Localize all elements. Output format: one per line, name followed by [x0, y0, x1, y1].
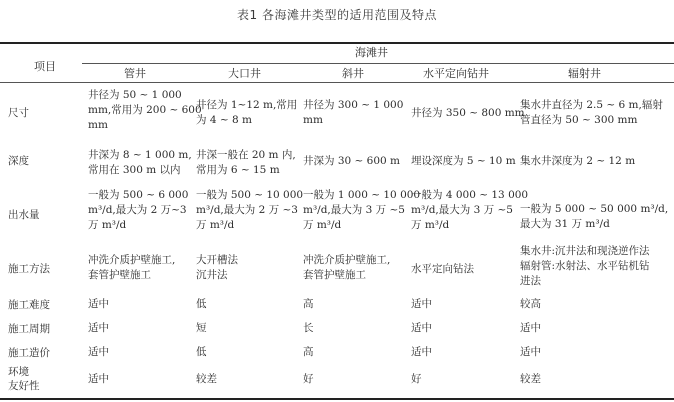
table-cell: 高 [303, 346, 314, 358]
table-cell: 好 [411, 373, 422, 385]
header-type-slant-well: 斜井 [342, 67, 364, 80]
table-cell: 集水井:沉井法和现浇逆作法 辐射管:水射法、水平钻机钻 进法 [520, 245, 650, 287]
table-cell: 适中 [520, 346, 541, 358]
table-cell: 水平定向钻法 [411, 263, 474, 275]
table-cell: 低 [196, 298, 207, 310]
table-cell: 适中 [411, 298, 432, 310]
row-label-duration: 施工周期 [8, 323, 50, 335]
header-type-hdd-well: 水平定向钻井 [423, 67, 489, 80]
table-cell: 冲洗介质护壁施工, 套管护壁施工 [88, 254, 176, 281]
table-cell: 集水井直径为 2.5 ~ 6 m,辐射 管直径为 50 ~ 300 mm [520, 99, 663, 126]
table-cell: 长 [303, 322, 314, 334]
table-cell: 井深为 8 ~ 1 000 m, 常用在 300 m 以内 [88, 149, 192, 176]
table-cell: 井径为 300 ~ 1 000 mm [303, 99, 404, 126]
row-label-construction-method: 施工方法 [8, 263, 50, 275]
row-label-environmental-friendliness: 环境 友好性 [8, 366, 40, 392]
table-cell: 一般为 4 000 ~ 13 000 m³/d,最大为 3 万 ~5 万 m³/d [411, 189, 529, 231]
group-header-underline [82, 63, 674, 64]
header-type-radial-well: 辐射井 [568, 67, 601, 80]
table-cell: 井径为 350 ~ 800 mm [411, 107, 525, 119]
table-cell: 一般为 500 ~ 6 000 m³/d,最大为 2 万~3 万 m³/d [88, 189, 189, 231]
table-cell: 适中 [411, 322, 432, 334]
table-top-rule [0, 42, 674, 44]
table-cell: 冲洗介质护壁施工, 套管护壁施工 [303, 254, 391, 281]
row-label-difficulty: 施工难度 [8, 299, 50, 311]
table-cell: 适中 [411, 346, 432, 358]
table-cell: 好 [303, 373, 314, 385]
row-label-water-yield: 出水量 [8, 209, 40, 221]
header-item: 项目 [34, 60, 56, 73]
row-label-depth: 深度 [8, 155, 29, 167]
table-cell: 低 [196, 346, 207, 358]
table-cell: 高 [303, 298, 314, 310]
table-bottom-rule [0, 398, 674, 400]
table-cell: 较差 [196, 373, 217, 385]
header-type-tube-well: 管井 [124, 67, 146, 80]
table-cell: 短 [196, 322, 207, 334]
table-cell: 较差 [520, 373, 541, 385]
header-type-large-well: 大口井 [228, 67, 261, 80]
table-cell: 一般为 500 ~ 10 000 m³/d,最大为 2 万 ~3 万 m³/d [196, 189, 304, 231]
table-cell: 井径为 50 ~ 1 000 mm,常用为 200 ~ 600 mm [88, 89, 202, 131]
table-cell: 集水井深度为 2 ~ 12 m [520, 155, 636, 167]
table-cell: 适中 [88, 373, 109, 385]
table-cell: 适中 [88, 298, 109, 310]
table-cell: 适中 [88, 322, 109, 334]
table-cell: 埋设深度为 5 ~ 10 m [411, 155, 516, 167]
table-cell: 井径为 1~12 m,常用 为 4 ~ 8 m [196, 99, 298, 126]
table-cell: 井深一般在 20 m 内, 常用为 6 ~ 15 m [196, 149, 296, 176]
row-label-cost: 施工造价 [8, 347, 50, 359]
row-label-size: 尺寸 [8, 107, 29, 119]
table-cell: 适中 [88, 346, 109, 358]
header-bottom-line [0, 82, 674, 83]
table-cell: 一般为 5 000 ~ 50 000 m³/d, 最大为 31 万 m³/d [520, 203, 669, 230]
header-group-beach-well: 海滩井 [355, 46, 388, 59]
table-cell: 适中 [520, 322, 541, 334]
table-cell: 大开槽法 沉井法 [196, 254, 238, 281]
table-cell: 较高 [520, 298, 541, 310]
table-caption: 表1 各海滩井类型的适用范围及特点 [237, 8, 437, 22]
table-cell: 井深为 30 ~ 600 m [303, 155, 401, 167]
table-cell: 一般为 1 000 ~ 10 000 m³/d,最大为 3 万 ~5 万 m³/d [303, 189, 421, 231]
